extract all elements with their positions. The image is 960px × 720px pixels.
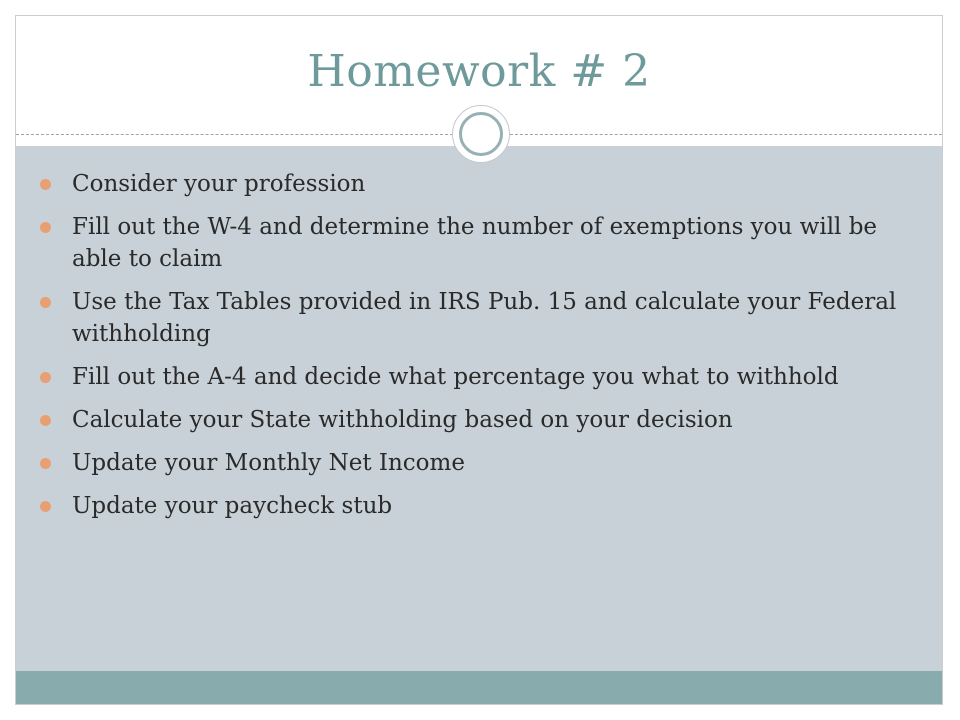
circle-bullet-icon (40, 297, 51, 308)
bullet-item (16, 286, 942, 350)
ring-inner (459, 112, 503, 156)
bullet-item (16, 490, 942, 522)
bullet-item (16, 361, 942, 393)
slide (15, 15, 943, 705)
bullet-item (16, 168, 942, 200)
bullet-text: Fill out the A-4 and decide what percentage you what to withhold (72, 364, 839, 390)
bullet-list (16, 168, 942, 533)
circle-bullet-icon (40, 179, 51, 190)
bullet-item (16, 404, 942, 436)
slide-title: Homework # 2 (307, 46, 651, 97)
bullet-text: Fill out the W-4 and determine the number of exemptions you will be able to claim (72, 214, 878, 272)
ring-ornament-icon (452, 105, 510, 163)
bullet-text: Update your paycheck stub (72, 493, 393, 519)
bullet-text: Use the Tax Tables provided in IRS Pub. 15 and calculate your Federal withholding (72, 289, 897, 347)
bullet-text: Consider your profession (72, 171, 366, 197)
bullet-text: Update your Monthly Net Income (72, 450, 465, 476)
circle-bullet-icon (40, 501, 51, 512)
footer-bar (16, 671, 942, 704)
circle-bullet-icon (40, 415, 51, 426)
bullet-item (16, 447, 942, 479)
bullet-text: Calculate your State withholding based on your decision (72, 407, 733, 433)
circle-bullet-icon (40, 372, 51, 383)
bullet-item (16, 211, 942, 275)
circle-bullet-icon (40, 222, 51, 233)
circle-bullet-icon (40, 458, 51, 469)
